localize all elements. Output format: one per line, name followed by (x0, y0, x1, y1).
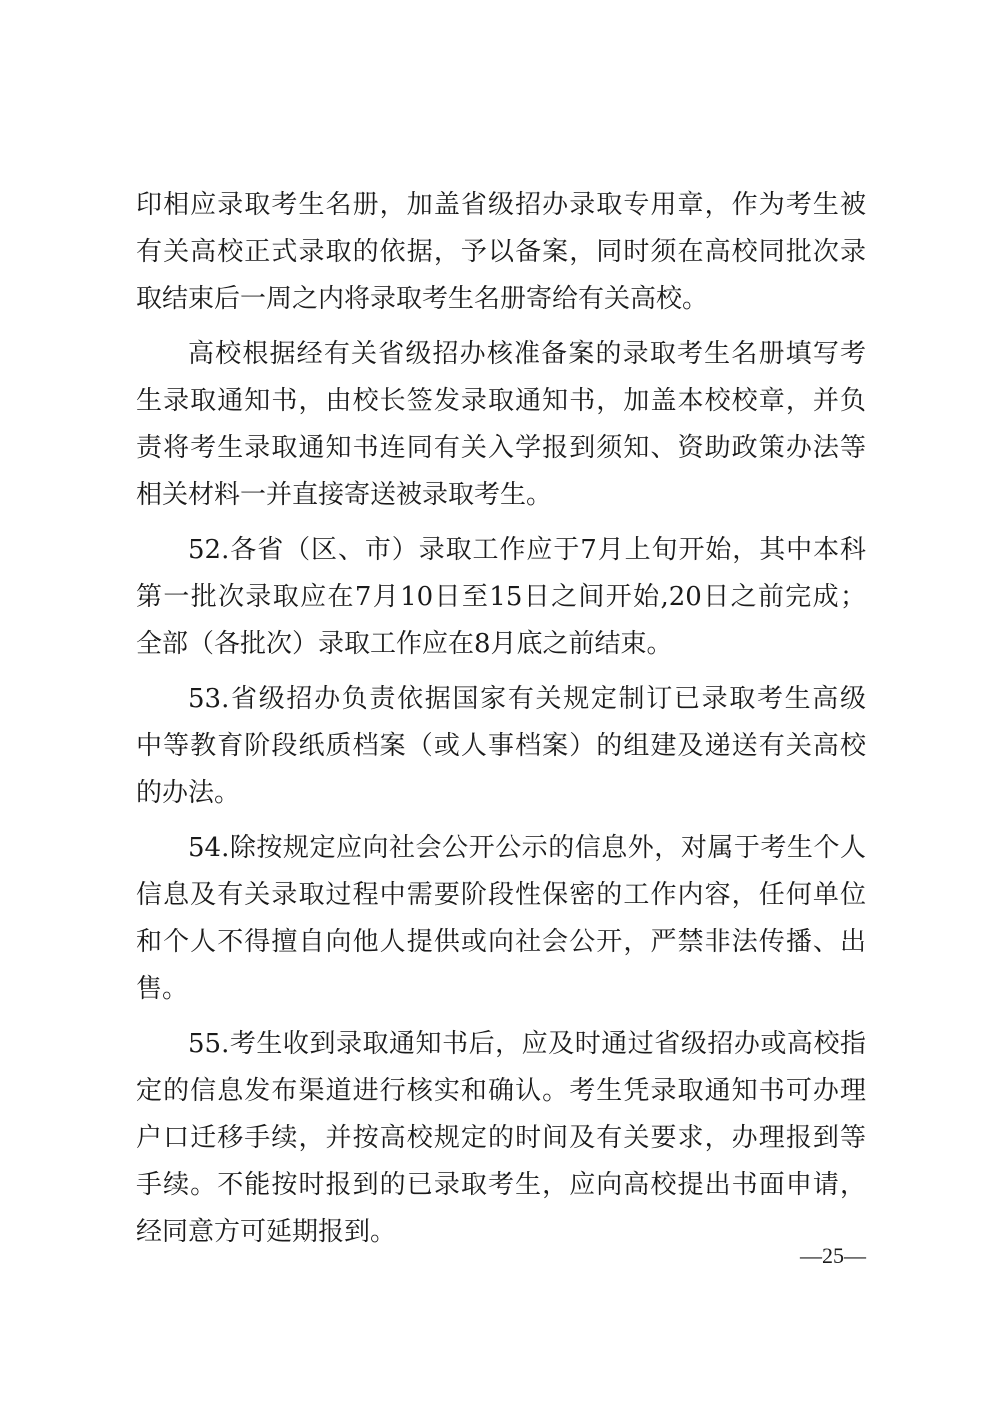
text-line: 相关材料一并直接寄送被录取考生。 (136, 480, 553, 510)
text-line: 55.考生收到录取通知书后，应及时通过省级招办或高校指 (188, 1029, 866, 1059)
text-line: 52.各省（区、市）录取工作应于7月上旬开始，其中本科 (188, 535, 866, 565)
text-line: 全部（各批次）录取工作应在8月底之前结束。 (136, 629, 673, 659)
text-line: 53.省级招办负责依据国家有关规定制订已录取考生高级 (188, 684, 866, 714)
page-number: —25— (800, 1243, 866, 1268)
text-line: 定的信息发布渠道进行核实和确认。考生凭录取通知书可办理 (136, 1076, 866, 1106)
text-line: 第一批次录取应在7月10日至15日之间开始,20日之前完成； (136, 582, 866, 612)
text-line: 中等教育阶段纸质档案（或人事档案）的组建及递送有关高校 (136, 731, 866, 761)
text-line: 的办法。 (136, 778, 241, 808)
text-line: 售。 (136, 974, 189, 1004)
text-line: 信息及有关录取过程中需要阶段性保密的工作内容，任何单位 (136, 880, 866, 910)
text-line: 和个人不得擅自向他人提供或向社会公开，严禁非法传播、出 (136, 927, 866, 957)
text-line: 取结束后一周之内将录取考生名册寄给有关高校。 (136, 284, 709, 314)
text-line: 手续。不能按时报到的已录取考生，应向高校提出书面申请， (136, 1170, 866, 1200)
text-line: 经同意方可延期报到。 (136, 1217, 397, 1247)
text-line: 印相应录取考生名册，加盖省级招办录取专用章，作为考生被 (136, 190, 866, 220)
text-line: 有关高校正式录取的依据，予以备案，同时须在高校同批次录 (136, 237, 866, 267)
text-line: 54.除按规定应向社会公开公示的信息外，对属于考生个人 (188, 833, 866, 863)
text-line: 责将考生录取通知书连同有关入学报到须知、资助政策办法等 (136, 433, 866, 463)
text-line: 生录取通知书，由校长签发录取通知书，加盖本校校章，并负 (136, 386, 866, 416)
text-line: 高校根据经有关省级招办核准备案的录取考生名册填写考 (188, 339, 866, 369)
text-line: 户口迁移手续，并按高校规定的时间及有关要求，办理报到等 (136, 1123, 866, 1153)
